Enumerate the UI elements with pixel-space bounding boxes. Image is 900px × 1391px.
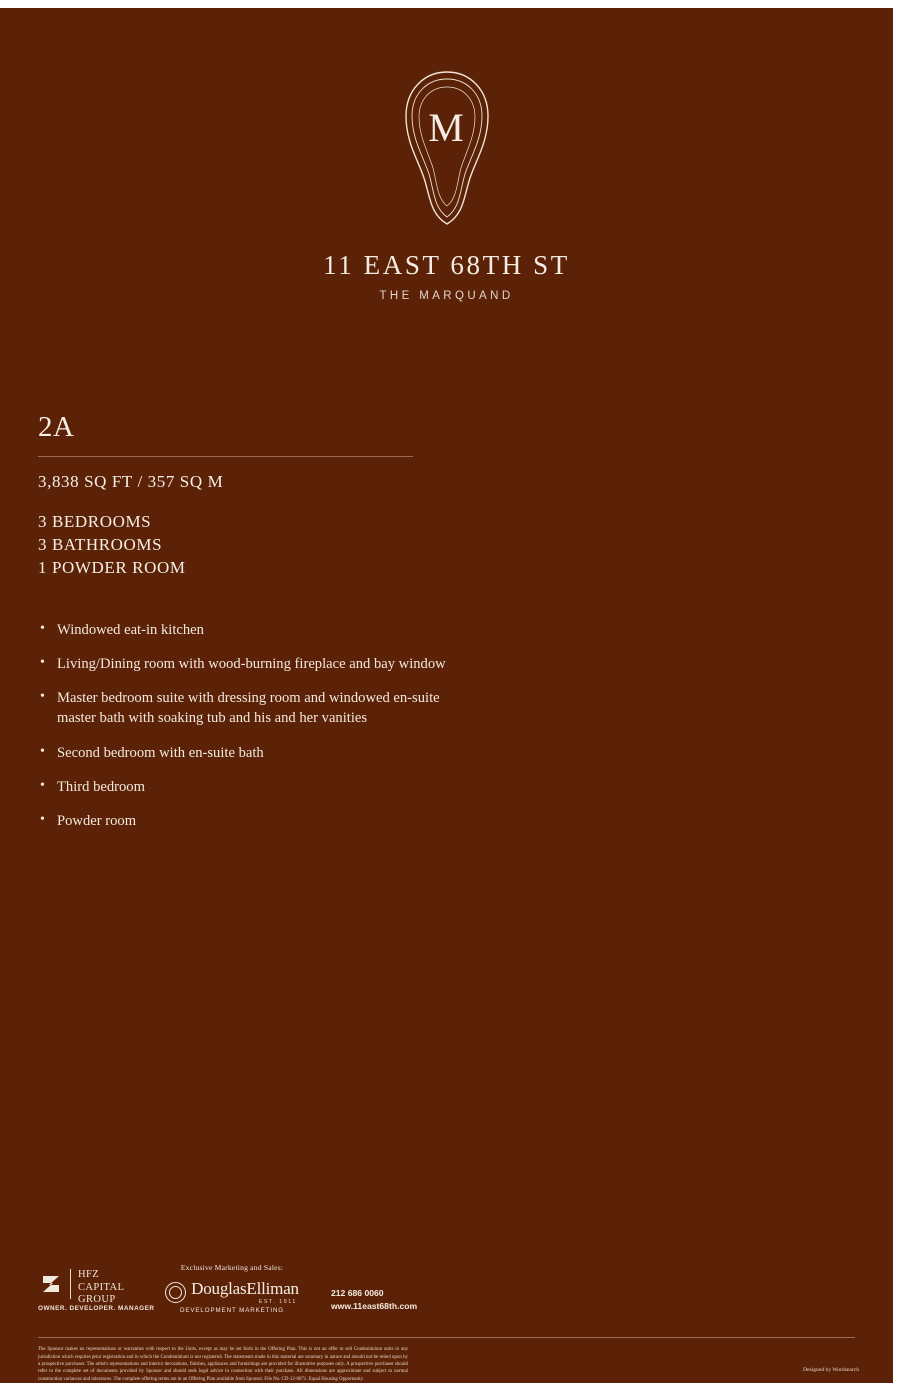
header xyxy=(0,68,893,302)
exclusive-marketing-label: Exclusive Marketing and Sales: xyxy=(180,1263,284,1273)
contact-info xyxy=(331,1287,417,1313)
brochure-sheet xyxy=(0,8,893,1383)
list-item: • Master bedroom suite with dressing room and windowed en-suite master bath with soaking tub and his and her vanities xyxy=(38,688,458,728)
list-item: • Second bedroom with en-suite bath xyxy=(38,743,458,763)
contact-website[interactable]: www.11east68th.com xyxy=(331,1301,418,1312)
hfz-line-2: CAPITAL xyxy=(78,1281,125,1293)
designed-by-credit: Designed by Wordsearch xyxy=(803,1367,859,1373)
hfz-line-1: HFZ xyxy=(78,1269,100,1281)
de-wordmark: DouglasElliman xyxy=(191,1279,299,1299)
building-name: 11 EAST 68TH ST xyxy=(323,250,570,280)
douglas-elliman-logo xyxy=(152,1263,312,1314)
building-subtitle: THE MARQUAND xyxy=(379,290,514,302)
shield-crest-icon xyxy=(392,68,502,228)
de-seal-icon xyxy=(165,1282,186,1303)
unit-size: 3,838 SQ FT / 357 SQ M xyxy=(38,472,224,491)
unit-name: 2A xyxy=(38,411,75,443)
powder-room-count: 1 POWDER ROOM xyxy=(38,558,186,578)
hfz-z-mark-icon xyxy=(38,1269,71,1299)
footer xyxy=(0,1263,893,1383)
contact-phone[interactable]: 212 686 0060 xyxy=(331,1288,384,1299)
bathrooms-count: 3 BATHROOMS xyxy=(38,535,163,555)
footer-divider xyxy=(38,1337,855,1338)
divider-rule xyxy=(38,456,413,457)
footer-logos xyxy=(0,1263,893,1337)
de-established: EST. 1911 xyxy=(258,1299,297,1306)
de-division-label: DEVELOPMENT MARKETING xyxy=(179,1307,285,1315)
features-list xyxy=(38,620,458,845)
bedrooms-count: 3 BEDROOMS xyxy=(38,512,152,531)
list-item: • Living/Dining room with wood-burning fireplace and bay window xyxy=(38,654,458,674)
legal-disclaimer: The Sponsor makes no representations or warranties with respect to the Units, except as may be set forth in the Offering Plan. This is not an offer to sell Condominium units in any jurisdiction which requires prior registration and in which the Condominium is not registered. The statements made in this material are summary in nature and should not be relied upon by a prospective purchaser. The artist's representations and interior decorations, finishes, appliances and furnishings are provided for illustrative purposes only. A prospective purchaser should refer to the complete set of documents provided by Sponsor and should seek legal advice in connection with their purchase. All dimensions are approximate and subject to normal construction variances and tolerances. The complete offering terms are in an Offering Plan available from Sponsor. File No. CD-12-0071. Equal Housing Opportunity. xyxy=(38,1347,408,1382)
unit-block xyxy=(38,413,458,579)
de-logo-row xyxy=(152,1280,312,1305)
list-item: • Third bedroom xyxy=(38,777,458,797)
hfz-logo xyxy=(38,1269,124,1306)
list-item: • Windowed eat-in kitchen xyxy=(38,620,458,640)
hfz-wordmark xyxy=(71,1269,124,1306)
hfz-tagline: OWNER. DEVELOPER. MANAGER xyxy=(38,1305,155,1313)
room-counts xyxy=(38,510,458,579)
monogram-letter: M xyxy=(428,105,465,150)
hfz-line-3: GROUP xyxy=(78,1293,116,1305)
list-item: • Powder room xyxy=(38,811,458,831)
